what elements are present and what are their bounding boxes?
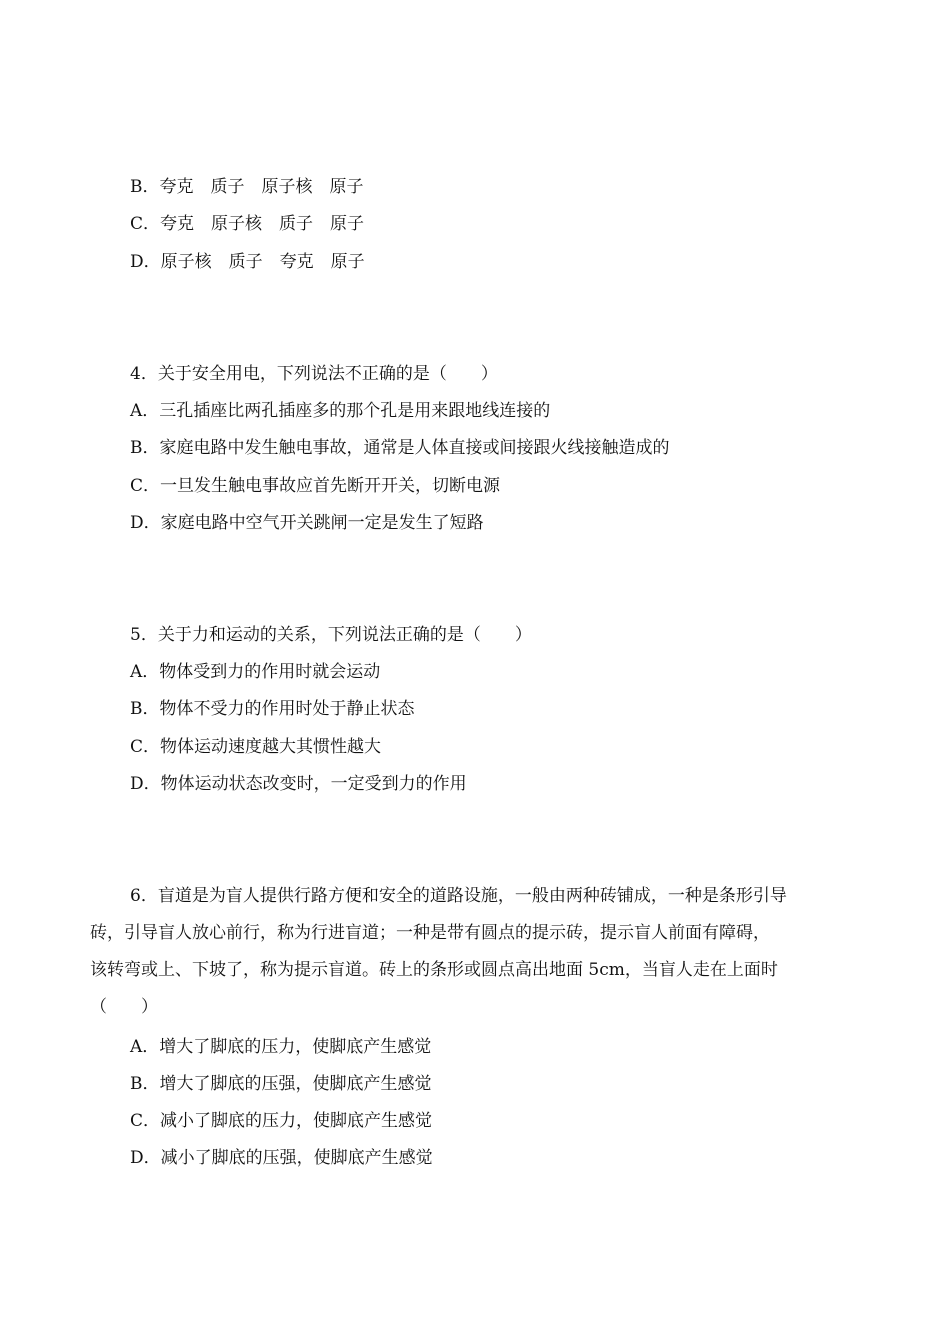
question-6-stem-line-2: 砖，引导盲人放心前行，称为行进盲道；一种是带有圆点的提示砖，提示盲人前面有障碍， [90, 923, 770, 943]
option-d: D．原子核 质子 夸克 原子 [130, 252, 365, 272]
question-6-option-b: B．增大了脚底的压强，使脚底产生感觉 [130, 1074, 432, 1094]
question-5-option-a: A．物体受到力的作用时就会运动 [130, 662, 381, 682]
question-4-option-c: C．一旦发生触电事故应首先断开开关，切断电源 [130, 476, 501, 496]
question-4-stem: 4．关于安全用电，下列说法不正确的是（ ） [130, 364, 498, 384]
question-6-stem-line-3: 该转弯或上、下坡了，称为提示盲道。砖上的条形或圆点高出地面 5cm，当盲人走在上面时 [90, 960, 778, 980]
option-c: C．夸克 原子核 质子 原子 [130, 214, 365, 234]
question-6-option-d: D．减小了脚底的压强，使脚底产生感觉 [130, 1148, 433, 1168]
question-4-option-b: B．家庭电路中发生触电事故，通常是人体直接或间接跟火线接触造成的 [130, 438, 670, 458]
option-b: B．夸克 质子 原子核 原子 [130, 177, 364, 197]
question-6-answer-blank: （ ） [90, 997, 158, 1017]
question-5-stem: 5．关于力和运动的关系，下列说法正确的是（ ） [130, 625, 532, 645]
question-6-option-a: A．增大了脚底的压力，使脚底产生感觉 [130, 1037, 432, 1057]
question-5-option-c: C．物体运动速度越大其惯性越大 [130, 737, 382, 757]
question-4-option-d: D．家庭电路中空气开关跳闸一定是发生了短路 [130, 513, 484, 533]
question-5-option-b: B．物体不受力的作用时处于静止状态 [130, 699, 415, 719]
question-5-option-d: D．物体运动状态改变时，一定受到力的作用 [130, 774, 467, 794]
question-4-option-a: A．三孔插座比两孔插座多的那个孔是用来跟地线连接的 [130, 401, 551, 421]
question-6-stem-line-1: 6．盲道是为盲人提供行路方便和安全的道路设施，一般由两种砖铺成，一种是条形引导 [130, 886, 787, 906]
question-6-option-c: C．减小了脚底的压力，使脚底产生感觉 [130, 1111, 433, 1131]
